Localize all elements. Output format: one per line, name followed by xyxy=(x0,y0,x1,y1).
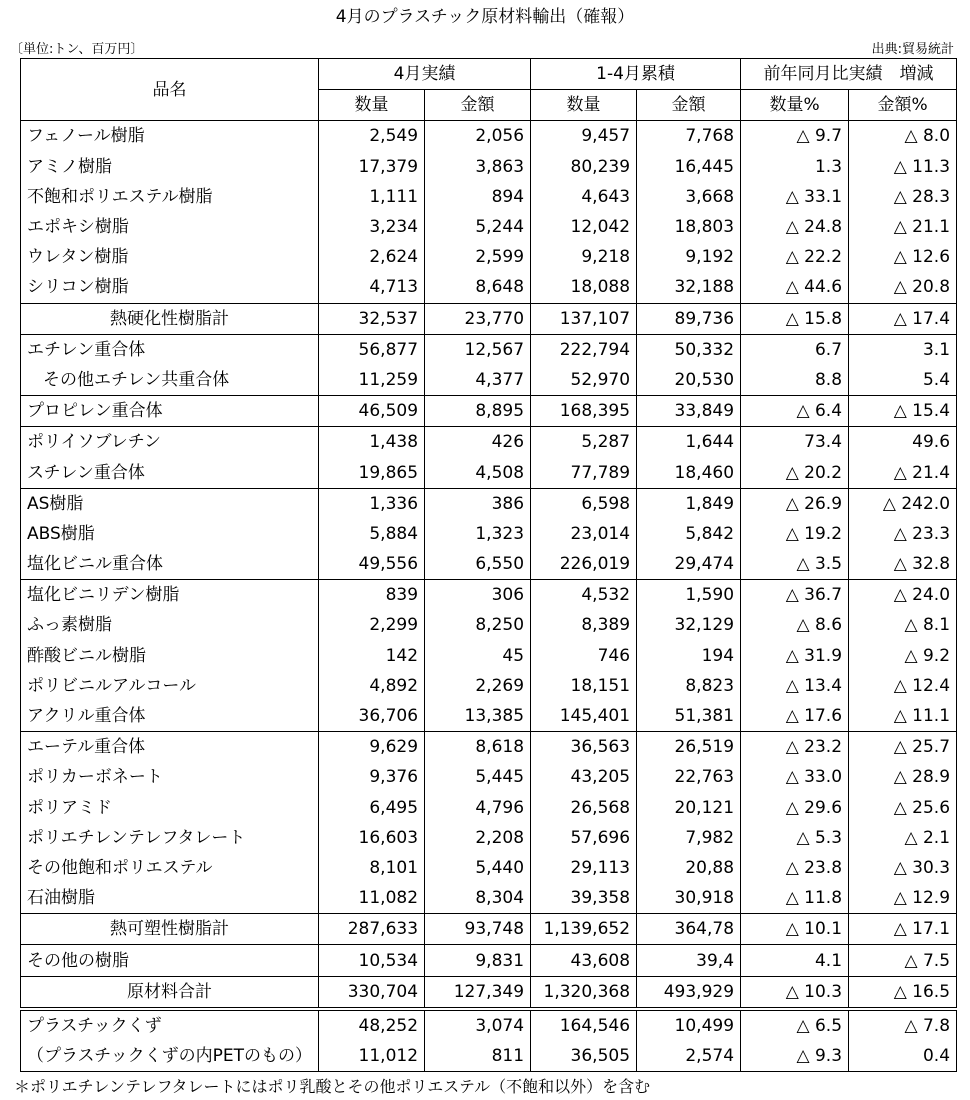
table-row xyxy=(21,762,957,792)
page-title: 4月のプラスチック原材料輸出（確報） xyxy=(335,7,635,27)
value-cell: 6,550 xyxy=(425,549,531,580)
table-row xyxy=(21,488,957,519)
table-row xyxy=(21,334,957,365)
value-cell: 226,019 xyxy=(531,549,637,580)
value-cell: 8,389 xyxy=(531,610,637,640)
value-cell: 142 xyxy=(319,641,425,671)
value-cell: △ 29.6 xyxy=(741,793,849,823)
value-cell: 194 xyxy=(637,641,741,671)
value-cell: △ 8.0 xyxy=(849,121,957,152)
value-cell: 3,863 xyxy=(425,152,531,182)
table-row xyxy=(21,641,957,671)
value-cell: 426 xyxy=(425,427,531,458)
item-name-cell: エーテル重合体 xyxy=(21,732,319,763)
value-cell: 6,598 xyxy=(531,488,637,519)
value-cell: 1,323 xyxy=(425,519,531,549)
value-cell: 16,445 xyxy=(637,152,741,182)
value-cell: △ 21.1 xyxy=(849,212,957,242)
value-cell: △ 24.0 xyxy=(849,580,957,611)
value-cell: △ 12.9 xyxy=(849,883,957,914)
item-name-cell: ポリイソブレチン xyxy=(21,427,319,458)
value-cell: 2,624 xyxy=(319,242,425,272)
value-cell: 52,970 xyxy=(531,365,637,396)
value-cell: 0.4 xyxy=(849,1041,957,1072)
value-cell: 43,205 xyxy=(531,762,637,792)
value-cell: 1,590 xyxy=(637,580,741,611)
value-cell: △ 24.8 xyxy=(741,212,849,242)
value-cell: 18,460 xyxy=(637,457,741,488)
value-cell: 6.7 xyxy=(741,334,849,365)
value-cell: 29,474 xyxy=(637,549,741,580)
value-cell: △ 13.4 xyxy=(741,671,849,701)
value-cell: △ 7.5 xyxy=(849,945,957,976)
item-name-cell: 塩化ビニリデン樹脂 xyxy=(21,580,319,611)
value-cell: 4,377 xyxy=(425,365,531,396)
value-cell: 145,401 xyxy=(531,701,637,732)
value-cell: 4,713 xyxy=(319,272,425,303)
value-cell: 5,244 xyxy=(425,212,531,242)
export-table xyxy=(20,58,957,1072)
item-name-cell: その他エチレン共重合体 xyxy=(21,365,319,396)
table-row xyxy=(21,242,957,272)
value-cell: 137,107 xyxy=(531,303,637,334)
item-name-cell: 熱可塑性樹脂計 xyxy=(21,914,319,945)
value-cell: 8,618 xyxy=(425,732,531,763)
value-cell: 16,603 xyxy=(319,823,425,853)
item-name-cell: アクリル重合体 xyxy=(21,701,319,732)
value-cell: 839 xyxy=(319,580,425,611)
value-cell: 1,849 xyxy=(637,488,741,519)
value-cell: 49,556 xyxy=(319,549,425,580)
item-name-cell: 酢酸ビニル樹脂 xyxy=(21,641,319,671)
item-name-cell: シリコン樹脂 xyxy=(21,272,319,303)
value-cell: 49.6 xyxy=(849,427,957,458)
value-cell: 168,395 xyxy=(531,396,637,427)
value-cell: 5,287 xyxy=(531,427,637,458)
value-cell: 330,704 xyxy=(319,976,425,1009)
table-row xyxy=(21,121,957,152)
value-cell: 93,748 xyxy=(425,914,531,945)
group-header-yoy: 前年同月比実績 増減 xyxy=(741,59,957,90)
table-row xyxy=(21,549,957,580)
value-cell: △ 11.1 xyxy=(849,701,957,732)
value-cell: 73.4 xyxy=(741,427,849,458)
table-row xyxy=(21,427,957,458)
value-cell: 9,192 xyxy=(637,242,741,272)
value-cell: 32,537 xyxy=(319,303,425,334)
subcol-header: 金額 xyxy=(425,90,531,121)
value-cell: 11,012 xyxy=(319,1041,425,1072)
value-cell: 12,567 xyxy=(425,334,531,365)
value-cell: 18,151 xyxy=(531,671,637,701)
value-cell: 8,304 xyxy=(425,883,531,914)
value-cell: 8,823 xyxy=(637,671,741,701)
table-row xyxy=(21,1009,957,1041)
source-note: 出典:貿易統計 xyxy=(871,42,954,57)
value-cell: 7,768 xyxy=(637,121,741,152)
value-cell: △ 33.1 xyxy=(741,182,849,212)
table-row xyxy=(21,701,957,732)
value-cell: 3,668 xyxy=(637,182,741,212)
item-name-cell: スチレン重合体 xyxy=(21,457,319,488)
value-cell: 20,88 xyxy=(637,853,741,883)
value-cell: △ 8.1 xyxy=(849,610,957,640)
value-cell: 1,320,368 xyxy=(531,976,637,1009)
value-cell: △ 6.5 xyxy=(741,1009,849,1041)
table-row xyxy=(21,365,957,396)
table-row xyxy=(21,914,957,945)
value-cell: △ 17.4 xyxy=(849,303,957,334)
subcol-header: 金額 xyxy=(637,90,741,121)
value-cell: 1,111 xyxy=(319,182,425,212)
value-cell: 4,532 xyxy=(531,580,637,611)
value-cell: 3.1 xyxy=(849,334,957,365)
table-row xyxy=(21,793,957,823)
item-name-cell: アミノ樹脂 xyxy=(21,152,319,182)
item-name-cell: ABS樹脂 xyxy=(21,519,319,549)
value-cell: △ 23.8 xyxy=(741,853,849,883)
value-cell: 7,982 xyxy=(637,823,741,853)
value-cell: 11,082 xyxy=(319,883,425,914)
item-name-cell: プラスチックくず xyxy=(21,1009,319,1041)
value-cell: 39,4 xyxy=(637,945,741,976)
table-row xyxy=(21,519,957,549)
subcol-header: 金額% xyxy=(849,90,957,121)
value-cell: △ 11.3 xyxy=(849,152,957,182)
value-cell: 29,113 xyxy=(531,853,637,883)
table-row xyxy=(21,212,957,242)
table-row xyxy=(21,671,957,701)
value-cell: 4,643 xyxy=(531,182,637,212)
value-cell: △ 9.3 xyxy=(741,1041,849,1072)
value-cell: 1,438 xyxy=(319,427,425,458)
value-cell: △ 25.6 xyxy=(849,793,957,823)
value-cell: △ 12.6 xyxy=(849,242,957,272)
item-name-cell: ポリカーボネート xyxy=(21,762,319,792)
value-cell: △ 8.6 xyxy=(741,610,849,640)
value-cell: 18,803 xyxy=(637,212,741,242)
value-cell: 8,895 xyxy=(425,396,531,427)
value-cell: 1,139,652 xyxy=(531,914,637,945)
value-cell: △ 20.2 xyxy=(741,457,849,488)
table-row xyxy=(21,396,957,427)
value-cell: △ 20.8 xyxy=(849,272,957,303)
value-cell: 45 xyxy=(425,641,531,671)
value-cell: 9,218 xyxy=(531,242,637,272)
value-cell: 43,608 xyxy=(531,945,637,976)
value-cell: 5,884 xyxy=(319,519,425,549)
table-row xyxy=(21,152,957,182)
value-cell: 23,770 xyxy=(425,303,531,334)
group-header-april: 4月実績 xyxy=(319,59,531,90)
value-cell: △ 15.4 xyxy=(849,396,957,427)
value-cell: 30,918 xyxy=(637,883,741,914)
value-cell: △ 2.1 xyxy=(849,823,957,853)
value-cell: 22,763 xyxy=(637,762,741,792)
value-cell: 8.8 xyxy=(741,365,849,396)
value-cell: △ 31.9 xyxy=(741,641,849,671)
item-name-cell: エチレン重合体 xyxy=(21,334,319,365)
value-cell: 80,239 xyxy=(531,152,637,182)
value-cell: 1,336 xyxy=(319,488,425,519)
value-cell: △ 44.6 xyxy=(741,272,849,303)
value-cell: 8,101 xyxy=(319,853,425,883)
item-name-cell: ふっ素樹脂 xyxy=(21,610,319,640)
value-cell: △ 9.7 xyxy=(741,121,849,152)
value-cell: △ 16.5 xyxy=(849,976,957,1009)
item-name-cell: 熱硬化性樹脂計 xyxy=(21,303,319,334)
value-cell: 32,129 xyxy=(637,610,741,640)
table-row xyxy=(21,610,957,640)
value-cell: 811 xyxy=(425,1041,531,1072)
value-cell: 89,736 xyxy=(637,303,741,334)
value-cell: 13,385 xyxy=(425,701,531,732)
value-cell: 9,376 xyxy=(319,762,425,792)
table-row xyxy=(21,732,957,763)
subcol-header: 数量 xyxy=(531,90,637,121)
item-name-cell: その他の樹脂 xyxy=(21,945,319,976)
item-name-cell: ウレタン樹脂 xyxy=(21,242,319,272)
value-cell: 17,379 xyxy=(319,152,425,182)
value-cell: 9,831 xyxy=(425,945,531,976)
value-cell: 48,252 xyxy=(319,1009,425,1041)
table-row xyxy=(21,1041,957,1072)
value-cell: 894 xyxy=(425,182,531,212)
value-cell: △ 25.7 xyxy=(849,732,957,763)
value-cell: △ 23.2 xyxy=(741,732,849,763)
value-cell: 287,633 xyxy=(319,914,425,945)
value-cell: 20,530 xyxy=(637,365,741,396)
value-cell: △ 10.3 xyxy=(741,976,849,1009)
table-row xyxy=(21,182,957,212)
value-cell: 3,234 xyxy=(319,212,425,242)
value-cell: △ 21.4 xyxy=(849,457,957,488)
value-cell: 4.1 xyxy=(741,945,849,976)
value-cell: 1.3 xyxy=(741,152,849,182)
value-cell: △ 7.8 xyxy=(849,1009,957,1041)
item-name-cell: AS樹脂 xyxy=(21,488,319,519)
table-row xyxy=(21,823,957,853)
value-cell: 2,549 xyxy=(319,121,425,152)
value-cell: 222,794 xyxy=(531,334,637,365)
table-row xyxy=(21,457,957,488)
item-name-cell: ポリエチレンテレフタレート xyxy=(21,823,319,853)
group-header-cumulative: 1-4月累積 xyxy=(531,59,741,90)
table-row xyxy=(21,303,957,334)
value-cell: 5,445 xyxy=(425,762,531,792)
value-cell: △ 22.2 xyxy=(741,242,849,272)
value-cell: 77,789 xyxy=(531,457,637,488)
value-cell: 32,188 xyxy=(637,272,741,303)
value-cell: 36,505 xyxy=(531,1041,637,1072)
value-cell: 23,014 xyxy=(531,519,637,549)
item-column-header: 品名 xyxy=(21,59,319,121)
table-row xyxy=(21,945,957,976)
value-cell: 9,629 xyxy=(319,732,425,763)
value-cell: △ 17.1 xyxy=(849,914,957,945)
value-cell: 11,259 xyxy=(319,365,425,396)
value-cell: 9,457 xyxy=(531,121,637,152)
item-name-cell: プロピレン重合体 xyxy=(21,396,319,427)
value-cell: △ 19.2 xyxy=(741,519,849,549)
value-cell: 36,563 xyxy=(531,732,637,763)
item-name-cell: その他飽和ポリエステル xyxy=(21,853,319,883)
table-row xyxy=(21,883,957,914)
value-cell: 4,508 xyxy=(425,457,531,488)
value-cell: 2,269 xyxy=(425,671,531,701)
item-name-cell: 不飽和ポリエステル樹脂 xyxy=(21,182,319,212)
value-cell: 50,332 xyxy=(637,334,741,365)
table-row xyxy=(21,976,957,1009)
value-cell: 3,074 xyxy=(425,1009,531,1041)
table-row xyxy=(21,272,957,303)
item-name-cell: 塩化ビニル重合体 xyxy=(21,549,319,580)
item-name-cell: ポリビニルアルコール xyxy=(21,671,319,701)
value-cell: 164,546 xyxy=(531,1009,637,1041)
value-cell: 2,599 xyxy=(425,242,531,272)
value-cell: 8,250 xyxy=(425,610,531,640)
value-cell: △ 32.8 xyxy=(849,549,957,580)
value-cell: 57,696 xyxy=(531,823,637,853)
value-cell: △ 33.0 xyxy=(741,762,849,792)
value-cell: △ 6.4 xyxy=(741,396,849,427)
value-cell: 746 xyxy=(531,641,637,671)
value-cell: 5.4 xyxy=(849,365,957,396)
value-cell: 2,056 xyxy=(425,121,531,152)
table-body xyxy=(21,121,957,1072)
item-name-cell: 石油樹脂 xyxy=(21,883,319,914)
value-cell: 10,499 xyxy=(637,1009,741,1041)
value-cell: 39,358 xyxy=(531,883,637,914)
value-cell: 127,349 xyxy=(425,976,531,1009)
value-cell: 19,865 xyxy=(319,457,425,488)
subcol-header: 数量 xyxy=(319,90,425,121)
value-cell: 5,842 xyxy=(637,519,741,549)
value-cell: 36,706 xyxy=(319,701,425,732)
footnote: ＊ポリエチレンテレフタレートにはポリ乳酸とその他ポリエステル（不飽和以外）を含む xyxy=(14,1077,651,1096)
value-cell: 46,509 xyxy=(319,396,425,427)
value-cell: 6,495 xyxy=(319,793,425,823)
value-cell: 12,042 xyxy=(531,212,637,242)
value-cell: △ 28.3 xyxy=(849,182,957,212)
value-cell: 18,088 xyxy=(531,272,637,303)
item-name-cell: フェノール樹脂 xyxy=(21,121,319,152)
value-cell: 51,381 xyxy=(637,701,741,732)
value-cell: 33,849 xyxy=(637,396,741,427)
value-cell: 8,648 xyxy=(425,272,531,303)
value-cell: 10,534 xyxy=(319,945,425,976)
value-cell: △ 15.8 xyxy=(741,303,849,334)
item-name-cell: エポキシ樹脂 xyxy=(21,212,319,242)
value-cell: △ 26.9 xyxy=(741,488,849,519)
value-cell: △ 242.0 xyxy=(849,488,957,519)
value-cell: △ 28.9 xyxy=(849,762,957,792)
value-cell: △ 30.3 xyxy=(849,853,957,883)
value-cell: 2,208 xyxy=(425,823,531,853)
item-name-cell: （プラスチックくずの内PETのもの） xyxy=(21,1041,319,1072)
value-cell: 26,519 xyxy=(637,732,741,763)
value-cell: △ 3.5 xyxy=(741,549,849,580)
value-cell: △ 11.8 xyxy=(741,883,849,914)
table-row xyxy=(21,853,957,883)
value-cell: 2,299 xyxy=(319,610,425,640)
value-cell: 2,574 xyxy=(637,1041,741,1072)
subcol-header: 数量% xyxy=(741,90,849,121)
value-cell: 26,568 xyxy=(531,793,637,823)
value-cell: △ 17.6 xyxy=(741,701,849,732)
value-cell: △ 9.2 xyxy=(849,641,957,671)
value-cell: 4,796 xyxy=(425,793,531,823)
value-cell: 20,121 xyxy=(637,793,741,823)
item-name-cell: 原材料合計 xyxy=(21,976,319,1009)
value-cell: △ 5.3 xyxy=(741,823,849,853)
value-cell: 493,929 xyxy=(637,976,741,1009)
value-cell: 364,78 xyxy=(637,914,741,945)
value-cell: △ 36.7 xyxy=(741,580,849,611)
value-cell: △ 10.1 xyxy=(741,914,849,945)
table-row xyxy=(21,580,957,611)
value-cell: 306 xyxy=(425,580,531,611)
value-cell: 386 xyxy=(425,488,531,519)
value-cell: △ 12.4 xyxy=(849,671,957,701)
value-cell: 5,440 xyxy=(425,853,531,883)
value-cell: △ 23.3 xyxy=(849,519,957,549)
unit-note: 〔単位:トン、百万円〕 xyxy=(10,42,144,57)
value-cell: 56,877 xyxy=(319,334,425,365)
value-cell: 4,892 xyxy=(319,671,425,701)
item-name-cell: ポリアミド xyxy=(21,793,319,823)
value-cell: 1,644 xyxy=(637,427,741,458)
